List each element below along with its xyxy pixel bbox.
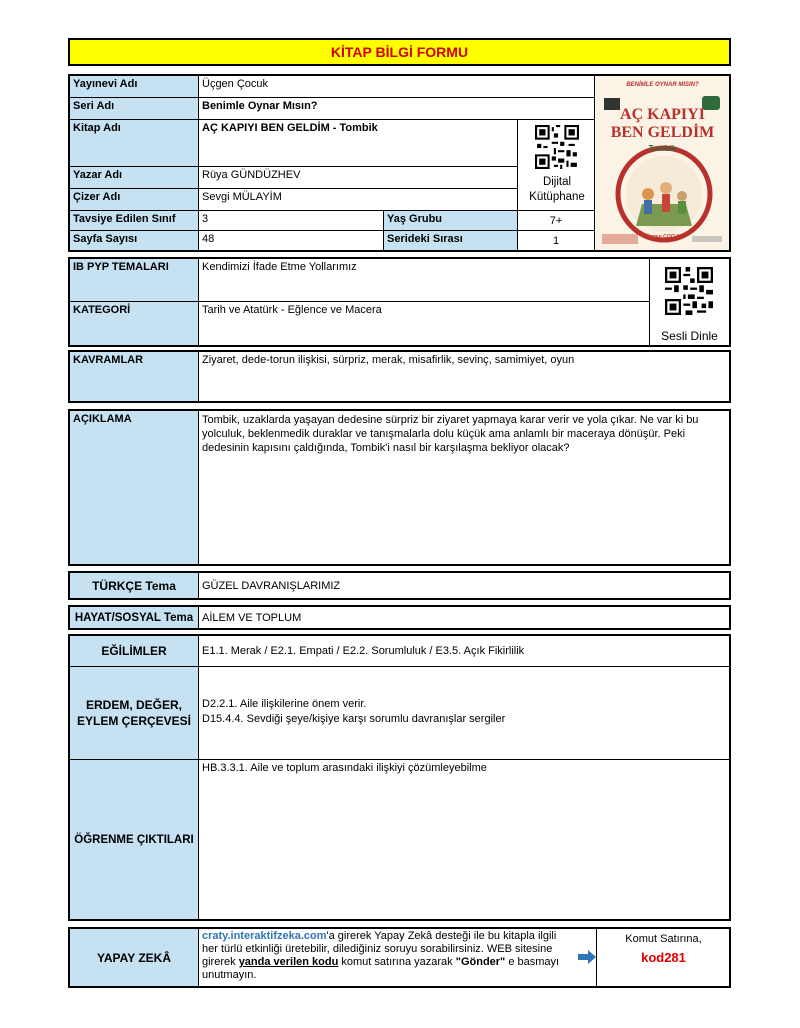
tendencies-label: EĞİLİMLER [70,636,199,667]
virtue-label [70,667,199,760]
category-label: KATEGORİ [70,302,199,345]
ai-text-quoted: "Gönder" [455,956,506,968]
cover-title-line2: BEN GELDİM [610,124,715,141]
concepts-label: KAVRAMLAR [70,352,199,401]
pages-label: Sayfa Sayısı [70,231,199,250]
grade-value: 3 [199,211,384,231]
book-cover [596,76,729,250]
ai-prompt: Komut Satırına, [625,933,702,945]
ai-arrow-cell [577,929,596,986]
virtue-line1: D2.2.1. Aile ilişkilerine önem verir. [202,698,367,710]
age-value: 7+ [518,211,595,231]
ibpyp-value: Kendimizi İfade Etme Yollarımız [199,259,650,302]
publisher-label: Yayınevi Adı [70,76,199,98]
series-label: Seri Adı [70,98,199,120]
ai-link[interactable]: craty.interaktifzeka.com [202,930,327,942]
description-label: AÇIKLAMA [70,411,199,564]
ai-code[interactable]: kod281 [641,950,686,965]
virtue-label-line2: EYLEM ÇERÇEVESİ [76,714,192,728]
series-value: Benimle Oynar Mısın? [199,98,595,120]
life-theme-value: AİLEM VE TOPLUM [202,611,302,624]
listen-qr-icon[interactable] [665,267,713,315]
cover-subtitle: Tombik [648,144,677,153]
ai-text-part2: komut satırına yazarak [338,956,456,968]
life-theme-label: HAYAT/SOSYAL Tema [70,607,199,628]
cover-illustration [596,76,729,250]
ai-text-underlined: yanda verilen kodu [238,956,339,968]
author-value: Rüya GÜNDÜZHEV [199,167,518,189]
ibpyp-label: IB PYP TEMALARI [70,259,199,302]
listen-cell [650,259,729,345]
order-value: 1 [518,231,595,250]
cover-brand: Üçgen ÇOCUK [646,234,682,240]
description-value: Tombik, uzaklarda yaşayan dedesine sürpriz bir ziyaret yapmaya karar verir ve yola çıkar. Ne var ki bu yolculuk, beklenmedik duraklar ve tanışmalarla dolu küçük ama anlamlı bir maceraya dönüşür. Peki dedesinin kapısını çaldığında, Tombik'i nasıl bir karşılaşma bekliyor olacak? [202,414,699,454]
virtue-label-line1: ERDEM, DEĞER, [85,698,182,712]
ai-text-part1: 'a girerek Yapay Zekâ desteği ile bu kitapla ilgili her türlü etkinliği üretebilir, dilediğiniz soruyu sorabilirsiniz. WEB sitesine girerek [202,930,557,968]
book-label: Kitap Adı [70,120,199,167]
pages-value: 48 [199,231,384,250]
digital-library-label: Dijital Kütüphane [529,176,585,203]
ai-label: YAPAY ZEKÂ [70,929,199,986]
outcomes-label: ÖĞRENME ÇIKTILARI [70,760,199,919]
digital-library-qr-icon[interactable] [535,125,579,169]
turkish-theme-label: TÜRKÇE Tema [70,573,199,598]
outcomes-value: HB.3.3.1. Aile ve toplum arasındaki ilişkiyi çözümleyebilme [202,762,487,774]
cover-series-line: BENİMLE OYNAR MISIN? [626,82,699,88]
ai-code-cell [596,929,729,986]
illustrator-value: Sevgi MÜLAYİM [199,189,518,211]
turkish-theme-value: GÜZEL DAVRANIŞLARIMIZ [202,579,341,592]
virtue-line2: D15.4.4. Sevdiği şeye/kişiye karşı sorumlu davranışlar sergiler [202,713,506,725]
grade-label: Tavsiye Edilen Sınıf [70,211,199,231]
ai-text [199,929,577,986]
age-label: Yaş Grubu [384,211,518,231]
concepts-value: Ziyaret, dede-torun ilişkisi, sürpriz, merak, misafirlik, sevinç, samimiyet, oyun [202,354,575,366]
ai-text-part3: e basmayı unutmayın. [202,956,560,981]
author-label: Yazar Adı [70,167,199,189]
form-title: KİTAP BİLGİ FORMU [68,38,731,66]
publisher-value: Üçgen Çocuk [199,76,595,98]
digital-library-cell [518,120,595,211]
arrow-right-icon [578,950,596,964]
listen-label: Sesli Dinle [661,329,718,343]
book-value: AÇ KAPIYI BEN GELDİM - Tombik [199,120,518,167]
virtue-value [199,667,729,760]
illustrator-label: Çizer Adı [70,189,199,211]
cover-title-line1: AÇ KAPIYI [620,106,705,123]
category-value: Tarih ve Atatürk - Eğlence ve Macera [199,302,650,345]
tendencies-value: E1.1. Merak / E2.1. Empati / E2.2. Sorumluluk / E3.5. Açık Fikirlilik [199,636,729,667]
order-label: Serideki Sırası [384,231,518,250]
